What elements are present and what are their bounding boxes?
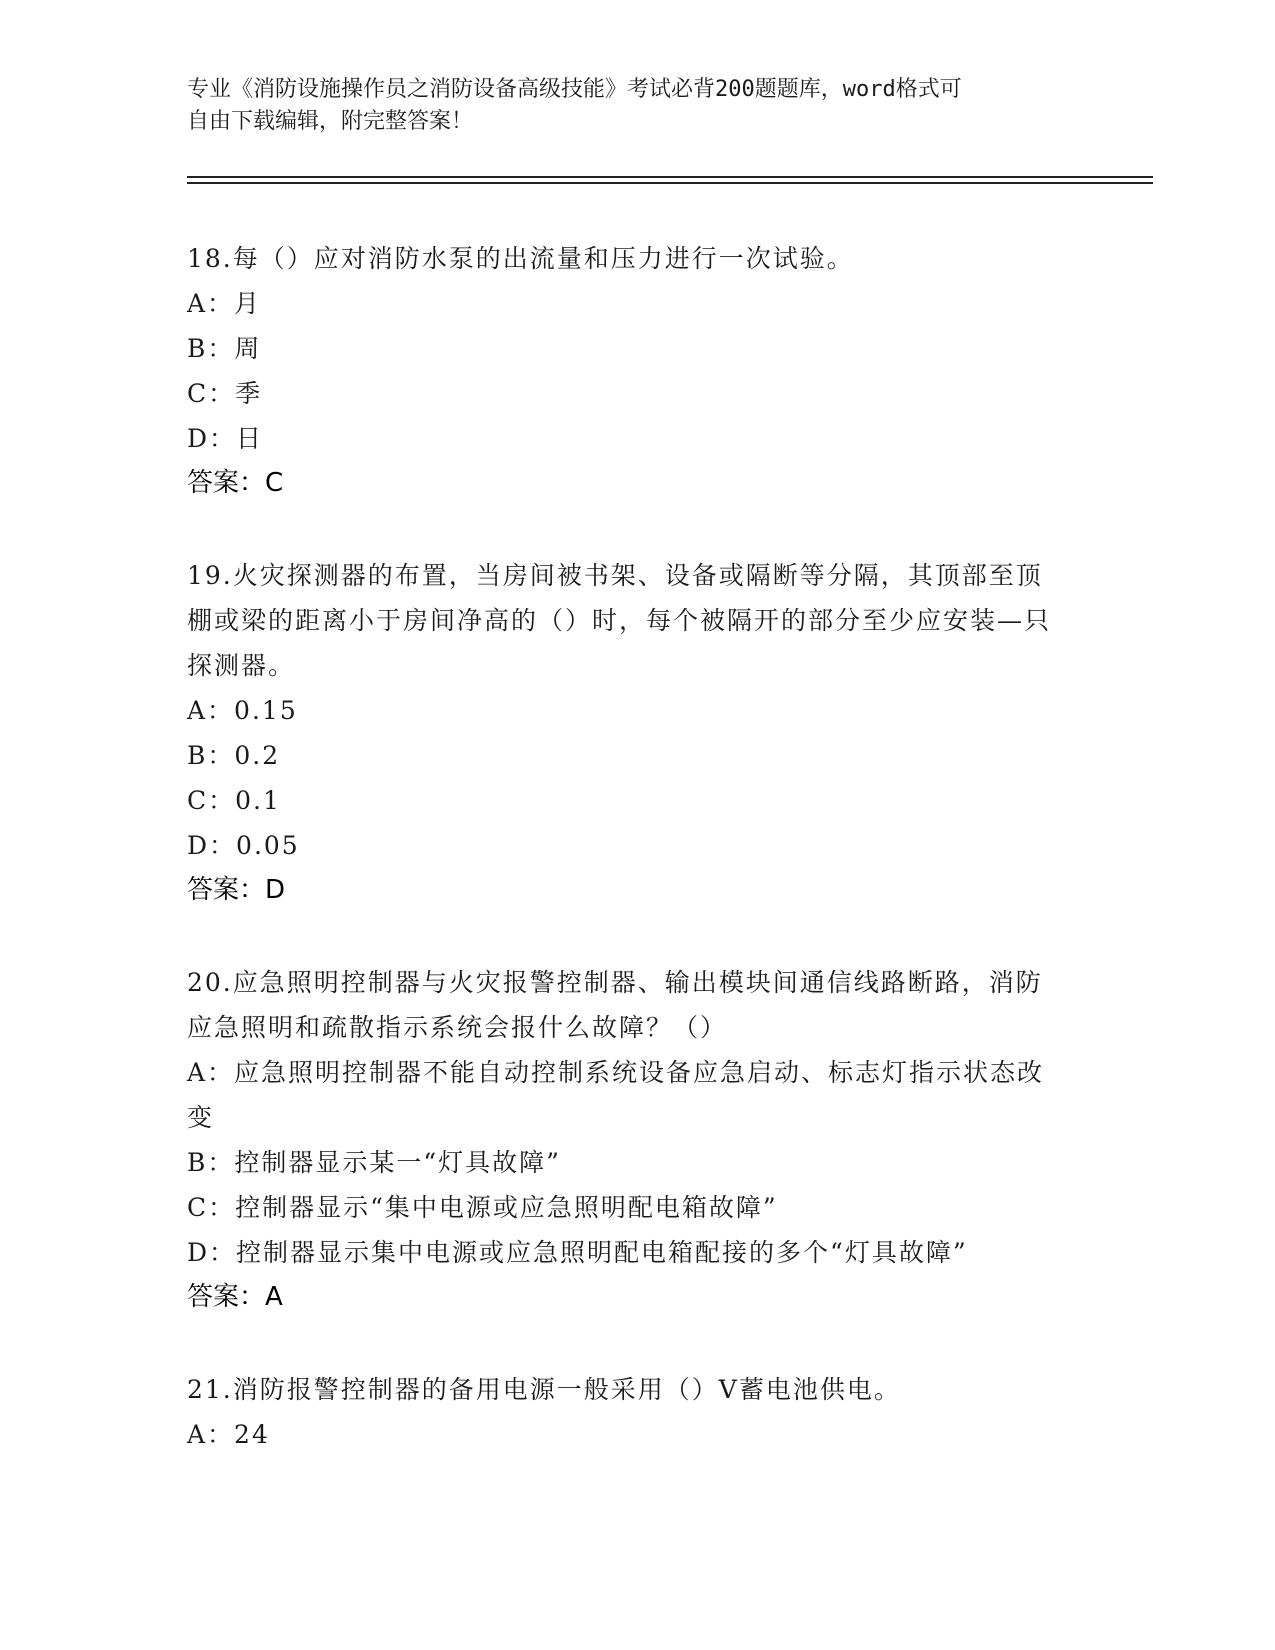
option-d: D：0.05 xyxy=(187,831,300,860)
option-b: B：控制器显示某一“灯具故障” xyxy=(187,1148,561,1177)
option-b: B：周 xyxy=(187,334,262,363)
answer: 答案：C xyxy=(187,468,284,498)
question-19 xyxy=(187,553,1067,913)
document-header xyxy=(187,74,1067,138)
option-a: A：0.15 xyxy=(187,696,298,725)
question-text: 21.消防报警控制器的备用电源一般采用（）V蓄电池供电。 xyxy=(187,1375,901,1404)
header-divider-top xyxy=(187,176,1153,178)
answer: 答案：D xyxy=(187,875,286,905)
question-21 xyxy=(187,1367,1067,1457)
option-b: B：0.2 xyxy=(187,741,281,770)
question-text: 19.火灾探测器的布置，当房间被书架、设备或隔断等分隔，其顶部至顶棚或梁的距离小于房间净高的（）时，每个被隔开的部分至少应安装—只探测器。 xyxy=(187,561,1052,680)
header-divider-bottom xyxy=(187,182,1153,184)
option-c: C：控制器显示“集中电源或应急照明配电箱故障” xyxy=(187,1193,778,1222)
option-d: D：日 xyxy=(187,424,264,453)
header-line-2: 自由下载编辑，附完整答案！ xyxy=(187,109,474,134)
answer: 答案：A xyxy=(187,1282,283,1312)
option-a: A：应急照明控制器不能自动控制系统设备应急启动、标志灯指示状态改变 xyxy=(187,1058,1045,1132)
option-a: A：月 xyxy=(187,289,262,318)
question-list xyxy=(187,236,1067,1504)
option-c: C：0.1 xyxy=(187,786,281,815)
question-text: 20.应急照明控制器与火灾报警控制器、输出模块间通信线路断路，消防应急照明和疏散指示系统会报什么故障？（） xyxy=(187,968,1043,1042)
question-20 xyxy=(187,960,1067,1320)
header-line-1: 专业《消防设施操作员之消防设备高级技能》考试必背200题题库，word格式可 xyxy=(187,77,962,102)
question-18 xyxy=(187,236,1067,506)
option-c: C：季 xyxy=(187,379,263,408)
option-a: A：24 xyxy=(187,1420,270,1449)
option-d: D：控制器显示集中电源或应急照明配电箱配接的多个“灯具故障” xyxy=(187,1238,968,1267)
question-text: 18.每（）应对消防水泵的出流量和压力进行一次试验。 xyxy=(187,244,854,273)
